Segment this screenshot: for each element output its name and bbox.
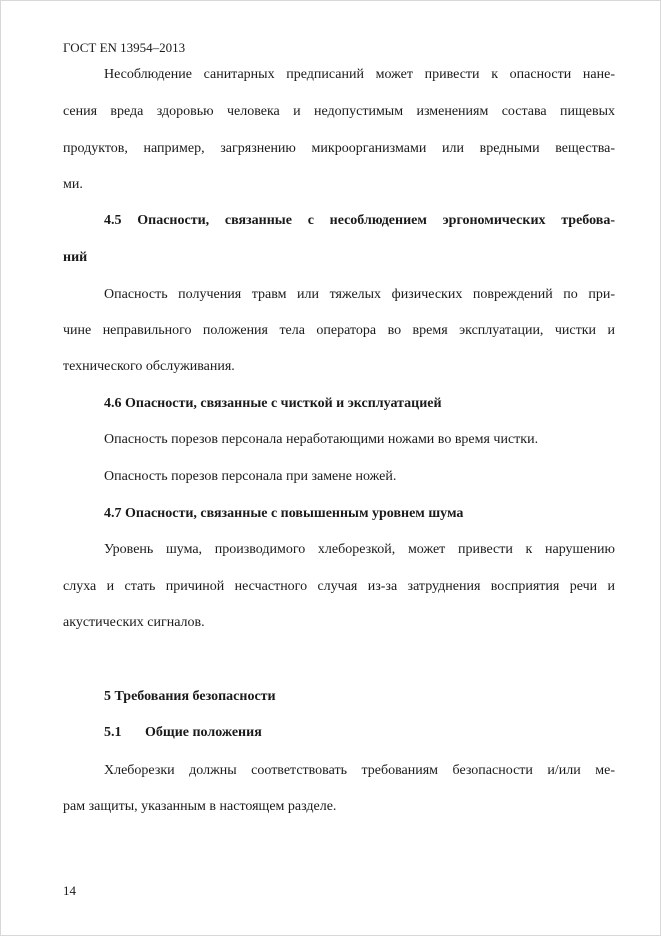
section-heading-4-7: 4.7 Опасности, связанные с повышенным уровнем шума bbox=[104, 506, 464, 521]
section-number: 5.1 bbox=[104, 725, 122, 740]
text-line: Хлеборезки должны соответствовать требованиям безопасности и/или ме- bbox=[104, 763, 615, 778]
text-line: акустических сигналов. bbox=[63, 615, 205, 630]
page-number: 14 bbox=[63, 883, 76, 898]
text-line: продуктов, например, загрязнению микроорганизмами или вредными вещества- bbox=[63, 141, 615, 156]
paragraph-knife-replacement: Опасность порезов персонала при замене ножей. bbox=[104, 469, 397, 484]
text-line: Опасность получения травм или тяжелых физических повреждений по при- bbox=[104, 287, 615, 302]
text-line: слуха и стать причиной несчастного случая из-за затруднения восприятия речи и bbox=[63, 579, 615, 594]
heading-line: ний bbox=[63, 250, 88, 265]
section-heading-5: 5 Требования безопасности bbox=[104, 689, 276, 704]
section-heading-4-6: 4.6 Опасности, связанные с чисткой и эксплуатацией bbox=[104, 396, 442, 411]
document-header: ГОСТ EN 13954–2013 bbox=[63, 40, 186, 55]
text-line: чине неправильного положения тела оператора во время эксплуатации, чистки и bbox=[63, 323, 615, 338]
text-line: технического обслуживания. bbox=[63, 359, 235, 374]
heading-line: 4.5 Опасности, связанные с несоблюдением эргономических требова- bbox=[104, 213, 615, 228]
text-line: сения вреда здоровью человека и недопустимым изменениям состава пищевых bbox=[63, 104, 615, 119]
text-line: Уровень шума, производимого хлеборезкой, может привести к нарушению bbox=[104, 542, 615, 557]
text-line: Несоблюдение санитарных предписаний может привести к опасности нане- bbox=[104, 67, 615, 82]
paragraph-cleaning-cuts: Опасность порезов персонала неработающими ножами во время чистки. bbox=[104, 432, 539, 447]
text-line: ми. bbox=[63, 177, 83, 192]
text-line: рам защиты, указанным в настоящем разделе. bbox=[63, 799, 337, 814]
section-title: Общие положения bbox=[145, 725, 262, 740]
